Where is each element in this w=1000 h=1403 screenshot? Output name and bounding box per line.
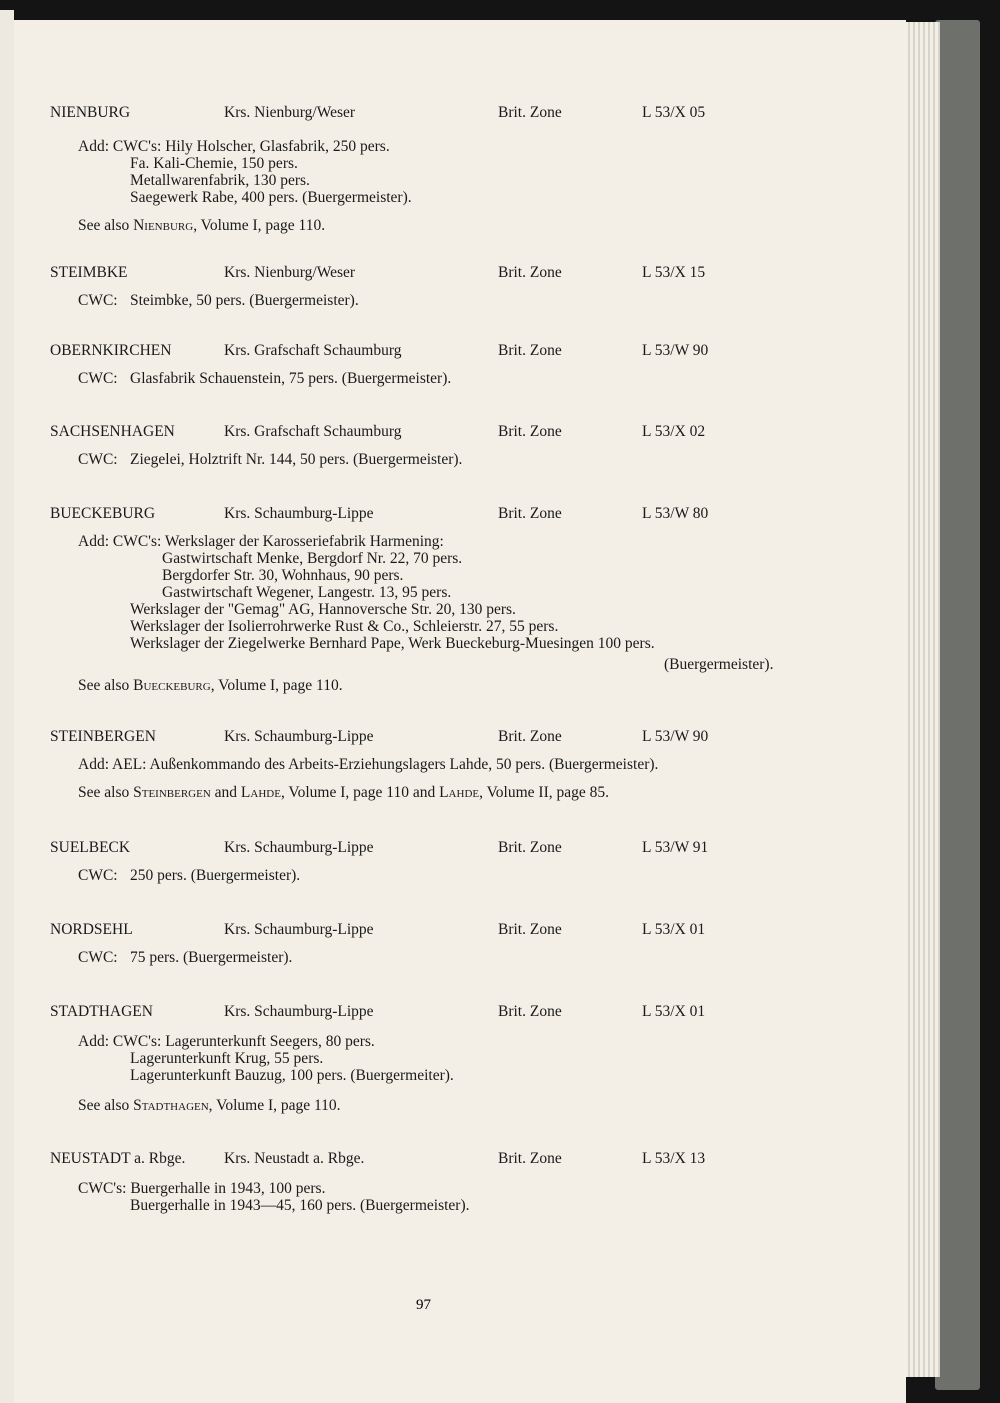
entry-line bbox=[130, 1050, 323, 1067]
entry-line bbox=[78, 756, 658, 773]
entry-line bbox=[78, 533, 444, 550]
entry-zone: Brit. Zone bbox=[498, 505, 562, 522]
entry-code: L 53/W 91 bbox=[642, 839, 709, 856]
entry-line-text: CWC's: Hily Holscher, Glasfabrik, 250 pers. bbox=[112, 138, 390, 155]
entry-zone: Brit. Zone bbox=[498, 921, 562, 938]
entry-line-text: 250 pers. (Buergermeister). bbox=[130, 867, 301, 884]
entry-place: NIENBURG bbox=[50, 104, 131, 121]
entry-line-text: CWC's: Lagerunterkunft Seegers, 80 pers. bbox=[112, 1033, 375, 1050]
entry-line-text: Bergdorfer Str. 30, Wohnhaus, 90 pers. bbox=[162, 567, 404, 584]
see-also-connector: , Volume I, page 110 and bbox=[280, 784, 440, 801]
entry-place: STADTHAGEN bbox=[50, 1003, 153, 1020]
entry-line-text: Saegewerk Rabe, 400 pers. (Buergermeister). bbox=[130, 189, 412, 206]
entry-code: L 53/W 90 bbox=[642, 728, 709, 745]
entry-line-prefix: Add: bbox=[78, 138, 113, 155]
entry-district: Krs. Neustadt a. Rbge. bbox=[224, 1150, 365, 1167]
entry-line-prefix: CWC: bbox=[78, 867, 118, 884]
entry-line bbox=[130, 172, 310, 189]
entry-place: BUECKEBURG bbox=[50, 505, 156, 522]
entry-line bbox=[130, 1197, 469, 1214]
entry-line-text: Werkslager der Isolierrohrwerke Rust & Co., Schleierstr. 27, 55 pers. bbox=[130, 618, 559, 635]
see-also-suffix: , Volume I, page 110. bbox=[208, 1097, 341, 1114]
see-also-prefix: See also bbox=[78, 1097, 134, 1114]
entry-line-text: Buergerhalle in 1943, 100 pers. bbox=[130, 1180, 326, 1197]
entry-line-text: Werkslager der "Gemag" AG, Hannoversche Str. 20, 130 pers. bbox=[130, 601, 516, 618]
see-also-ref: Nienburg bbox=[133, 217, 194, 234]
entry-line bbox=[130, 1067, 454, 1084]
entry-place: SUELBECK bbox=[50, 839, 131, 856]
entry-code: L 53/W 90 bbox=[642, 342, 709, 359]
entry-code: L 53/X 02 bbox=[642, 423, 706, 440]
entry-zone: Brit. Zone bbox=[498, 104, 562, 121]
entry-district: Krs. Schaumburg-Lippe bbox=[224, 728, 374, 745]
entry-zone: Brit. Zone bbox=[498, 728, 562, 745]
entry-zone: Brit. Zone bbox=[498, 423, 562, 440]
entry-line-prefix: Add: bbox=[78, 756, 113, 773]
see-also-suffix: , Volume I, page 110. bbox=[210, 677, 343, 694]
entry-place: STEIMBKE bbox=[50, 264, 128, 281]
entry-line bbox=[78, 1033, 375, 1050]
entry-district: Krs. Grafschaft Schaumburg bbox=[224, 342, 402, 359]
see-also-suffix: , Volume II, page 85. bbox=[479, 784, 609, 801]
entry-line-prefix: CWC: bbox=[78, 370, 118, 387]
entry-line-text: Gastwirtschaft Menke, Bergdorf Nr. 22, 70 pers. bbox=[162, 550, 463, 567]
entry-district: Krs. Schaumburg-Lippe bbox=[224, 505, 374, 522]
entry-line-text: AEL: Außenkommando des Arbeits-Erziehungslagers Lahde, 50 pers. (Buergermeister). bbox=[112, 756, 659, 773]
see-also-ref: Lahde bbox=[439, 784, 480, 801]
entry-place: SACHSENHAGEN bbox=[50, 423, 175, 440]
see-also-line bbox=[78, 217, 325, 234]
see-also-line bbox=[78, 677, 343, 694]
see-also-line bbox=[78, 784, 609, 801]
entry-line-text: CWC's: Werkslager der Karosseriefabrik Harmening: bbox=[112, 533, 444, 550]
entry-line-text: 75 pers. (Buergermeister). bbox=[130, 949, 293, 966]
entry-line bbox=[78, 292, 359, 309]
entry-place: NORDSEHL bbox=[50, 921, 133, 938]
entry-line bbox=[130, 618, 558, 635]
entry-line-text: Lagerunterkunft Bauzug, 100 pers. (Buergermeiter). bbox=[130, 1067, 454, 1084]
entry-line bbox=[78, 451, 462, 468]
entry-line bbox=[78, 867, 300, 884]
entry-zone: Brit. Zone bbox=[498, 839, 562, 856]
entry-district: Krs. Schaumburg-Lippe bbox=[224, 1003, 374, 1020]
entry-line-prefix: Add: bbox=[78, 533, 113, 550]
entry-zone: Brit. Zone bbox=[498, 342, 562, 359]
entry-code: L 53/X 01 bbox=[642, 1003, 706, 1020]
entry-line-prefix: CWC: bbox=[78, 451, 118, 468]
entry-line bbox=[162, 584, 451, 601]
entry-line bbox=[78, 949, 292, 966]
entry-line-text: (Buergermeister). bbox=[664, 656, 774, 673]
entry-line-text: Steimbke, 50 pers. (Buergermeister). bbox=[130, 292, 359, 309]
entry-line-text: Glasfabrik Schauenstein, 75 pers. (Buergermeister). bbox=[130, 370, 452, 387]
entry-code: L 53/X 01 bbox=[642, 921, 706, 938]
book-cover-edge bbox=[935, 20, 980, 1390]
entry-line-prefix: CWC: bbox=[78, 292, 118, 309]
entry-line bbox=[78, 370, 451, 387]
page-number: 97 bbox=[416, 1297, 431, 1313]
entry-line-prefix: CWC: bbox=[78, 949, 118, 966]
see-also-prefix: See also bbox=[78, 784, 134, 801]
page-content bbox=[14, 20, 906, 1403]
see-also-ref: Bueckeburg bbox=[133, 677, 211, 694]
see-also-prefix: See also bbox=[78, 217, 134, 234]
left-page-edge bbox=[0, 10, 14, 1403]
entry-code: L 53/W 80 bbox=[642, 505, 709, 522]
entry-line bbox=[130, 189, 412, 206]
entry-line bbox=[130, 635, 655, 652]
entry-line-prefix: CWC's: bbox=[78, 1180, 131, 1197]
entry-code: L 53/X 15 bbox=[642, 264, 706, 281]
entry-line-text: Gastwirtschaft Wegener, Langestr. 13, 95 pers. bbox=[162, 584, 452, 601]
entry-district: Krs. Grafschaft Schaumburg bbox=[224, 423, 402, 440]
page-stack-edge bbox=[900, 22, 940, 1377]
entry-zone: Brit. Zone bbox=[498, 264, 562, 281]
see-also-prefix: See also bbox=[78, 677, 134, 694]
entry-zone: Brit. Zone bbox=[498, 1150, 562, 1167]
see-also-line bbox=[78, 1097, 341, 1114]
entry-district: Krs. Nienburg/Weser bbox=[224, 104, 356, 121]
entry-line bbox=[162, 567, 403, 584]
entry-place: STEINBERGEN bbox=[50, 728, 156, 745]
see-also-ref: Stadthagen bbox=[133, 1097, 209, 1114]
see-also-suffix: , Volume I, page 110. bbox=[193, 217, 326, 234]
entry-code: L 53/X 05 bbox=[642, 104, 706, 121]
entry-zone: Brit. Zone bbox=[498, 1003, 562, 1020]
entry-line-text: Lagerunterkunft Krug, 55 pers. bbox=[130, 1050, 324, 1067]
entry-code: L 53/X 13 bbox=[642, 1150, 706, 1167]
entry-district: Krs. Schaumburg-Lippe bbox=[224, 839, 374, 856]
entry-place: NEUSTADT a. Rbge. bbox=[50, 1150, 186, 1167]
entry-line bbox=[162, 550, 462, 567]
book-page bbox=[14, 20, 906, 1403]
entry-place: OBERNKIRCHEN bbox=[50, 342, 172, 359]
see-also-ref: Steinbergen bbox=[133, 784, 211, 801]
see-also-ref: Lahde bbox=[240, 784, 281, 801]
entry-line bbox=[664, 656, 773, 673]
entry-district: Krs. Nienburg/Weser bbox=[224, 264, 356, 281]
entry-line bbox=[78, 1180, 325, 1197]
entry-district: Krs. Schaumburg-Lippe bbox=[224, 921, 374, 938]
entry-line-prefix: Add: bbox=[78, 1033, 113, 1050]
entry-line bbox=[130, 155, 298, 172]
see-also-connector: and bbox=[210, 784, 241, 801]
entry-line bbox=[78, 138, 390, 155]
entry-line bbox=[130, 601, 516, 618]
entry-line-text: Buergerhalle in 1943—45, 160 pers. (Buergermeister). bbox=[130, 1197, 470, 1214]
entry-line-text: Werkslager der Ziegelwerke Bernhard Pape, Werk Bueckeburg-Muesingen 100 pers. bbox=[130, 635, 655, 652]
entry-line-text: Ziegelei, Holztrift Nr. 144, 50 pers. (Buergermeister). bbox=[130, 451, 463, 468]
entry-line-text: Metallwarenfabrik, 130 pers. bbox=[130, 172, 310, 189]
entry-line-text: Fa. Kali-Chemie, 150 pers. bbox=[130, 155, 298, 172]
